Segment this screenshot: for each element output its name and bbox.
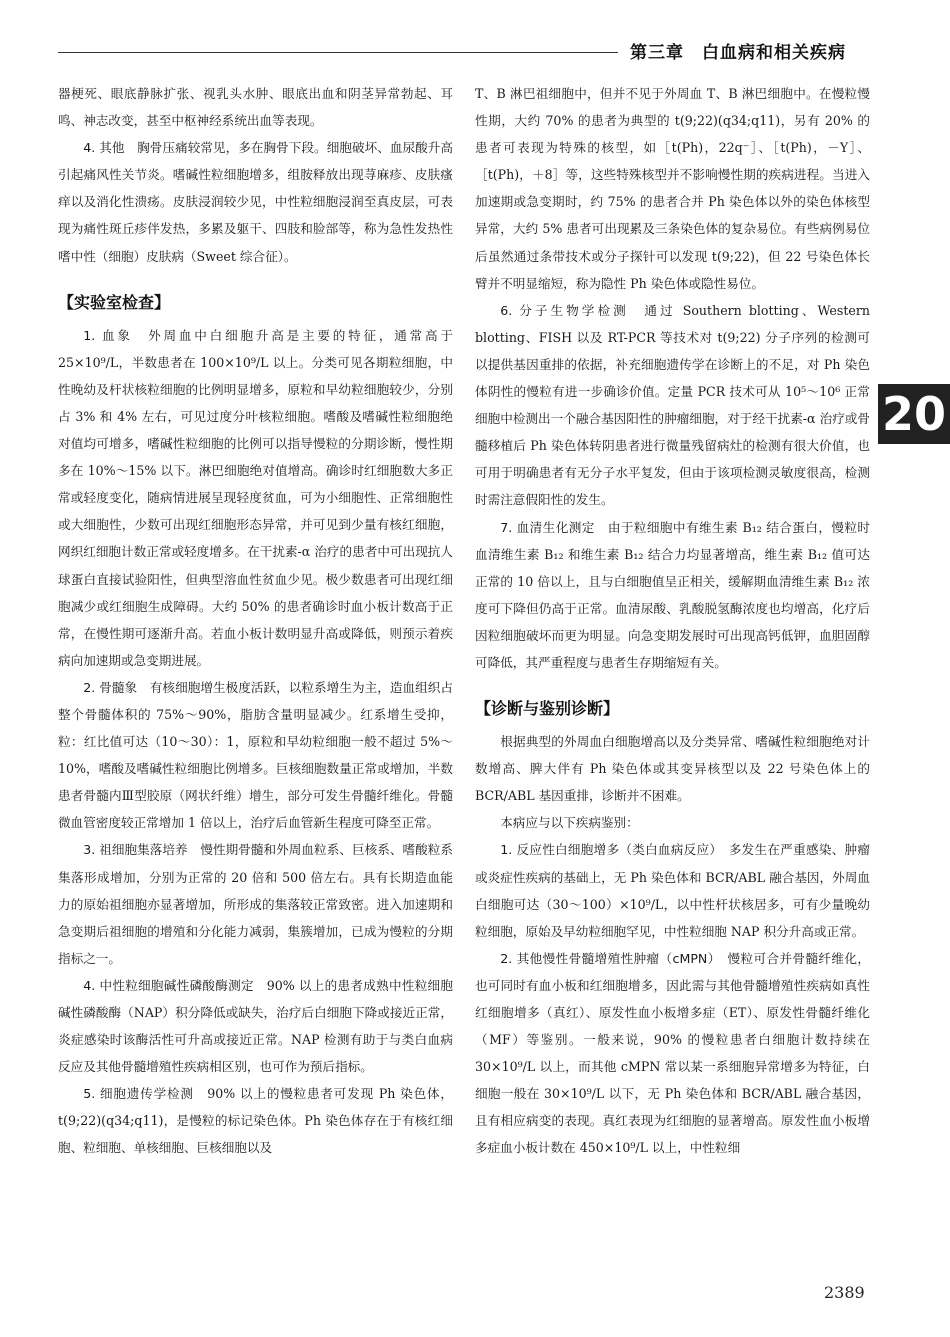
chapter-header-title: 第三章 白血病和相关疾病: [630, 43, 846, 63]
item-lead: 2. 骨髓象: [83, 679, 138, 695]
item-lead: 5. 细胞遗传学检测: [83, 1086, 194, 1102]
header-rule: [58, 52, 618, 53]
item-lead: 4. 其他: [83, 140, 125, 156]
item-text: 90% 以上的患者成熟中性粒细胞碱性磷酸酶（NAP）积分降低或缺失，治疗后白细胞下降或接近正常，炎症感染时该酶活性可升高或接近正常。NAP 检测有助于与类白血病反应及其他骨髓增殖性疾病相区别，也可作为预后指标。: [58, 977, 454, 1075]
item-lead: 4. 中性粒细胞碱性磷酸酶测定: [83, 977, 254, 993]
item-text: 胸骨压痛较常见，多在胸骨下段。细胞破坏、血尿酸升高引起痛风性关节炎。嗜碱性粒细胞增多，组胺释放出现荨麻疹、皮肤瘙痒以及消化性溃疡。皮肤浸润较少见，中性粒细胞浸润至真皮层，可表现为痛性斑丘疹伴发热，多累及躯干、四肢和脸部等，称为急性发热性嗜中性（细胞）皮肤病（Sweet 综合征）。: [58, 140, 454, 264]
section-title-diagnosis: 【诊断与鉴别诊断】: [475, 699, 620, 719]
item-text: 由于粒细胞中有维生素 B₁₂ 结合蛋白，慢粒时血清维生素 B₁₂ 和维生素 B₁₂ 结合力均显著增高，维生素 B₁₂ 值可达正常的 10 倍以上，且与白细胞值呈正相关，缓解期血清维生素 B₁₂ 浓度可下降但仍高于正常。血清尿酸、乳酸脱氢酶浓度也均增高，化疗后因粒细胞破坏而更为明显。向急变期发展时可出现高钙低钾，血胆固醇可降低，其严重程度与患者生存期缩短有关。: [475, 519, 871, 670]
right-column: [475, 80, 870, 1162]
item-text: 通过 Southern blotting、Western blotting、FISH 以及 RT-PCR 等技术对 t(9;22) 分子序列的检测可以提供基因重排的依据，补充细胞遗传学在诊断上的不足，对 Ph 染色体阴性的慢粒有进一步确诊价值。定量 PCR 技术可从 10⁵～10⁶ 正常细胞中检测出一个融合基因阳性的肿瘤细胞，对于经干扰素-α 治疗或骨髓移植后 Ph 染色体转阴患者进行微量残留病灶的检测有很大价值，也可用于明确患者有无分子水平复发，但由于该项检测灵敏度很高，检测时需注意假阳性的发生。: [475, 302, 870, 508]
paragraph-marrow: [58, 674, 453, 837]
item-text: 有核细胞增生极度活跃，以粒系增生为主，造血组织占整个骨髓体积的 75%～90%，脂肪含量明显减少。红系增生受抑，粒：红比值可达（10～30）：1，原粒和早幼粒细胞一般不超过 5%～10%，嗜酸及嗜碱性粒细胞比例增多。巨核细胞数量正常或增加，半数患者骨髓内Ⅲ型胶原（网状纤维）增生，部分可发生骨髓纤维化。骨髓微血管密度较正常增加 1 倍以上，治疗后血管新生程度可降至正常。: [58, 679, 453, 831]
paragraph-colony: [58, 836, 453, 971]
page-number: 2389: [824, 1283, 865, 1302]
section-title-lab: 【实验室检查】: [58, 292, 171, 312]
item-lead: 7. 血清生化测定: [500, 519, 595, 535]
paragraph-reactive: [475, 836, 870, 944]
item-text: 外周血中白细胞升高是主要的特征，通常高于 25×10⁹/L，半数患者在 100×10⁹/L 以上。分类可见各期粒细胞，中性晚幼及杆状核粒细胞的比例明显增多，原粒和早幼粒细胞较少，分别占 3% 和 4% 左右，可见过度分叶核粒细胞。嗜酸及嗜碱性粒细胞绝对值均可增多，嗜碱性粒细胞的比例可以指导慢粒的分期诊断，慢性期多在 10%～15% 以下。淋巴细胞绝对值增高。确诊时红细胞数大多正常或轻度变化，随病情进展呈现轻度贫血，可为小细胞性、正常细胞性或大细胞性，少数可出现红细胞形态异常，并可见到少量有核红细胞，网织红细胞计数正常或轻度增多。在干扰素-α 治疗的患者中可出现抗人球蛋白直接试验阳性，但典型溶血性贫血少见。极少数患者可出现红细胞减少或红细胞生成障碍。大约 50% 的患者确诊时血小板计数高于正常，在慢性期可逐渐升高。若血小板计数明显升高或降低，则预示着疾病向加速期或急变期进展。: [58, 327, 454, 668]
item-lead: 1. 血象: [83, 327, 133, 343]
item-text: 慢性期骨髓和外周血粒系、巨核系、嗜酸粒系集落形成增加，分别为正常的 20 倍和 500 倍左右。具有长期造血能力的原始祖细胞亦显著增加，所形成的集落较正常致密。进入加速期和急变期后祖细胞的增殖和分化能力减弱，集簇增加，已成为慢粒的分期指标之一。: [58, 842, 454, 966]
item-text: 90% 以上的慢粒患者可发现 Ph 染色体，t(9;22)(q34;q11)，是慢粒的标记染色体。Ph 染色体存在于有核红细胞、粒细胞、单核细胞、巨核细胞以及: [58, 1086, 453, 1156]
item-lead: 2. 其他慢性骨髓增殖性肿瘤（cMPN）: [500, 950, 715, 966]
paragraph-cmpn: [475, 945, 870, 1162]
paragraph-molecular: [475, 297, 870, 514]
left-column: [58, 80, 453, 1162]
paragraph-cytogenetics: [58, 1080, 453, 1161]
paragraph-differential-intro: 本病应与以下疾病鉴别：: [500, 815, 639, 831]
item-text: 多发生在严重感染、肿瘤或炎症性疾病的基础上，无 Ph 染色体和 BCR/ABL 融合基因，外周血白细胞可达（30～100）×10⁹/L，以中性杆状核居多，可有少量晚幼粒细胞，原始及早幼粒细胞罕见，中性粒细胞 NAP 积分升高或正常。: [475, 842, 871, 939]
paragraph-nap: [58, 972, 453, 1080]
paragraph-cytogenetics-cont: T、B 淋巴祖细胞中，但并不见于外周血 T、B 淋巴细胞中。在慢粒慢性期，大约 70% 的患者为典型的 t(9;22)(q34;q11)，另有 20% 的患者可表现为特殊的核型，如［t(Ph)，22q⁻］、［t(Ph)，－Y］、［t(Ph)，＋8］等，这些特殊核型并不影响慢性期的疾病进程。当进入加速期或急变期时，约 75% 的患者合并 Ph 染色体以外的染色体核型异常，大约 5% 患者可出现累及三条染色体的复杂易位。有些病例易位后虽然通过条带技术或分子探针可以发现 t(9;22)，但 22 号染色体长臂并不明显缩短，称为隐性 Ph 染色体或隐性易位。: [475, 86, 870, 291]
paragraph-other-symptoms: [58, 134, 453, 269]
item-lead: 1. 反应性白细胞增多（类白血病反应）: [500, 842, 716, 858]
item-lead: 6. 分子生物学检测: [500, 302, 629, 318]
item-lead: 3. 祖细胞集落培养: [83, 842, 188, 858]
paragraph-blood: [58, 322, 453, 674]
chapter-tab: 20: [878, 384, 950, 444]
item-text: 慢粒可合并骨髓纤维化，也可同时有血小板和红细胞增多，因此需与其他骨髓增殖性疾病如真性红细胞增多（真红）、原发性血小板增多症（ET）、原发性骨髓纤维化（MF）等鉴别。一般来说，90% 的慢粒患者白细胞计数持续在 30×10⁹/L 以上，而其他 cMPN 常以某一系细胞异常增多为特征，白细胞一般在 30×10⁹/L 以下，无 Ph 染色体和 BCR/ABL 融合基因，且有相应病变的表现。真红表现为红细胞的显著增高。原发性血小板增多症血小板计数在 450×10⁹/L 以上，中性粒细: [475, 950, 870, 1156]
paragraph-diagnosis: 根据典型的外周血白细胞增高以及分类异常、嗜碱性粒细胞绝对计数增高、脾大伴有 Ph 染色体或其变异核型以及 22 号染色体上的 BCR/ABL 基因重排，诊断并不困难。: [475, 734, 870, 804]
paragraph-biochem: [475, 514, 870, 677]
paragraph-intro: 器梗死、眼底静脉扩张、视乳头水肿、眼底出血和阴茎异常勃起、耳鸣、神志改变，甚至中枢神经系统出血等表现。: [58, 86, 453, 129]
